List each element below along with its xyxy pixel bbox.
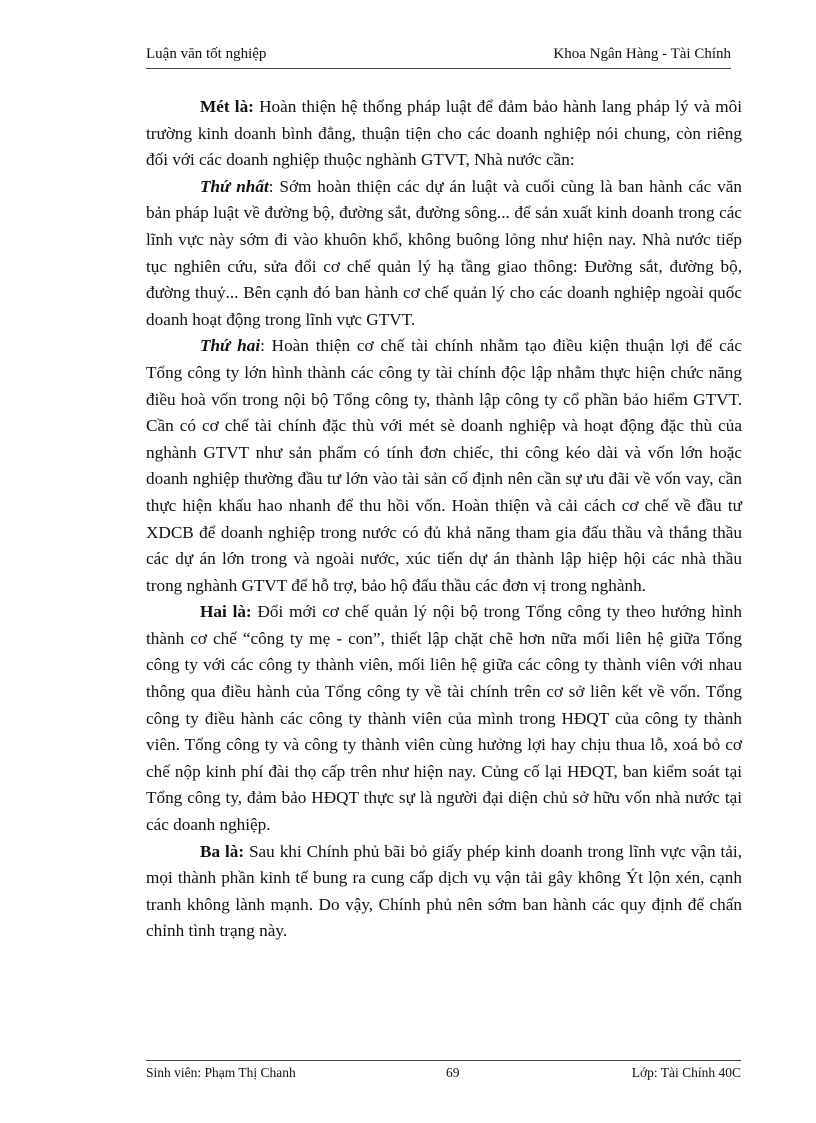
footer-student: Sinh viên: Phạm Thị Chanh — [146, 1065, 296, 1080]
footer-class: Lớp: Tài Chính 40C — [631, 1065, 741, 1080]
paragraph-lead: Mét là: — [200, 97, 254, 116]
paragraph-text: : Sớm hoàn thiện các dự án luật và cuối cùng là ban hành các văn bản pháp luật về đường bộ, đường sắt, đường sông... để sản xuất kinh doanh trong các lĩnh vực này sớm đi vào khuôn khổ, không buông lỏng như hiện nay. Nhà nước tiếp tục nghiên cứu, sửa đổi cơ chế quản lý hạ tầng giao thông: Đường sắt, đường bộ, đường thuỷ... Bên cạnh đó ban hành cơ chế quản lý cho các doanh nghiệp ngoài quốc doanh hoạt động trong lĩnh vực GTVT. — [146, 176, 742, 329]
paragraph-one — [146, 94, 742, 174]
paragraph-text: Sau khi Chính phủ bãi bỏ giấy phép kinh doanh trong lĩnh vực vận tải, mọi thành phần kinh tế bung ra cung cấp dịch vụ vận tải gây không Ýt lộn xén, cạnh tranh không lành mạnh. Do vậy, Chính phủ nên sớm ban hành các quy định để chấn chỉnh tình trạng này. — [146, 841, 743, 941]
footer-page-number: 69 — [446, 1065, 460, 1080]
paragraph-first — [146, 174, 742, 334]
paragraph-lead: Ba là: — [200, 841, 245, 861]
page-footer — [146, 1060, 741, 1080]
page-header — [146, 46, 731, 69]
paragraph-lead: Hai là: — [200, 602, 252, 622]
paragraph-text: : Hoàn thiện cơ chế tài chính nhằm tạo điều kiện thuận lợi để các Tổng công ty lớn hình thành các công ty tài chính độc lập nhằm thực hiện chức năng điều hoà vốn trong nội bộ Tổng công ty, thành lập công ty cổ phần bảo hiểm GTVT. Cần có cơ chế tài chính đặc thù với mét sè doanh nghiệp và hoạt động đặc thù của nghành GTVT như sản phẩm có tính đơn chiếc, thi công kéo dài và vốn lớn hoặc doanh nghiệp thường đầu tư lớn vào tài sản cố định nên cần sự ưu đãi về vốn vay, cần thực hiện khấu hao nhanh để thu hồi vốn. Hoàn thiện và cải cách cơ chế về đầu tư XDCB để doanh nghiệp trong nước có đủ khả năng tham gia đấu thầu và thắng thầu các dự án lớn trong và ngoài nước, xúc tiến dự án thành lập hiệp hội các nhà thầu trong nghành GTVT để hỗ trợ, bảo hộ đấu thầu các đơn vị trong nghành. — [146, 336, 742, 595]
paragraph-text: Hoàn thiện hệ thống pháp luật để đảm bảo hành lang pháp lý và môi trường kinh doanh bình đẳng, thuận tiện cho các doanh nghiệp nói chung, còn riêng đối với các doanh nghiệp thuộc nghành GTVT, Nhà nước cần: — [146, 97, 742, 170]
header-faculty: Khoa Ngân Hàng - Tài Chính — [553, 46, 731, 62]
paragraph-two — [146, 599, 742, 838]
header-thesis-title: Luận văn tốt nghiệp — [146, 46, 267, 62]
paragraph-lead: Thứ nhất — [200, 176, 269, 196]
paragraph-second — [146, 333, 742, 599]
paragraph-text: Đổi mới cơ chế quản lý nội bộ trong Tổng công ty theo hướng hình thành cơ chế “công ty mẹ - con”, thiết lập chặt chẽ hơn nữa mối liên hệ giữa Tổng công ty với các công ty thành viên, mối liên hệ giữa các công ty thành viên với nhau thông qua điều hành của Tổng công ty về tài chính trên cơ sở liên kết về vốn. Tổng công ty điều hành các công ty thành viên của mình trong HĐQT của công ty thành viên. Tổng công ty và công ty thành viên cùng hưởng lợi hay chịu thua lỗ, xoá bỏ cơ chế nộp kinh phí đài thọ cấp trên như hiện nay. Củng cố lại HĐQT, ban kiểm soát tại Tổng công ty, đảm bảo HĐQT thực sự là người đại diện chủ sở hữu vốn nhà nước tại các doanh nghiệp. — [146, 602, 742, 835]
page-body — [146, 94, 742, 945]
paragraph-lead: Thứ hai — [200, 336, 261, 356]
paragraph-three — [146, 839, 742, 945]
